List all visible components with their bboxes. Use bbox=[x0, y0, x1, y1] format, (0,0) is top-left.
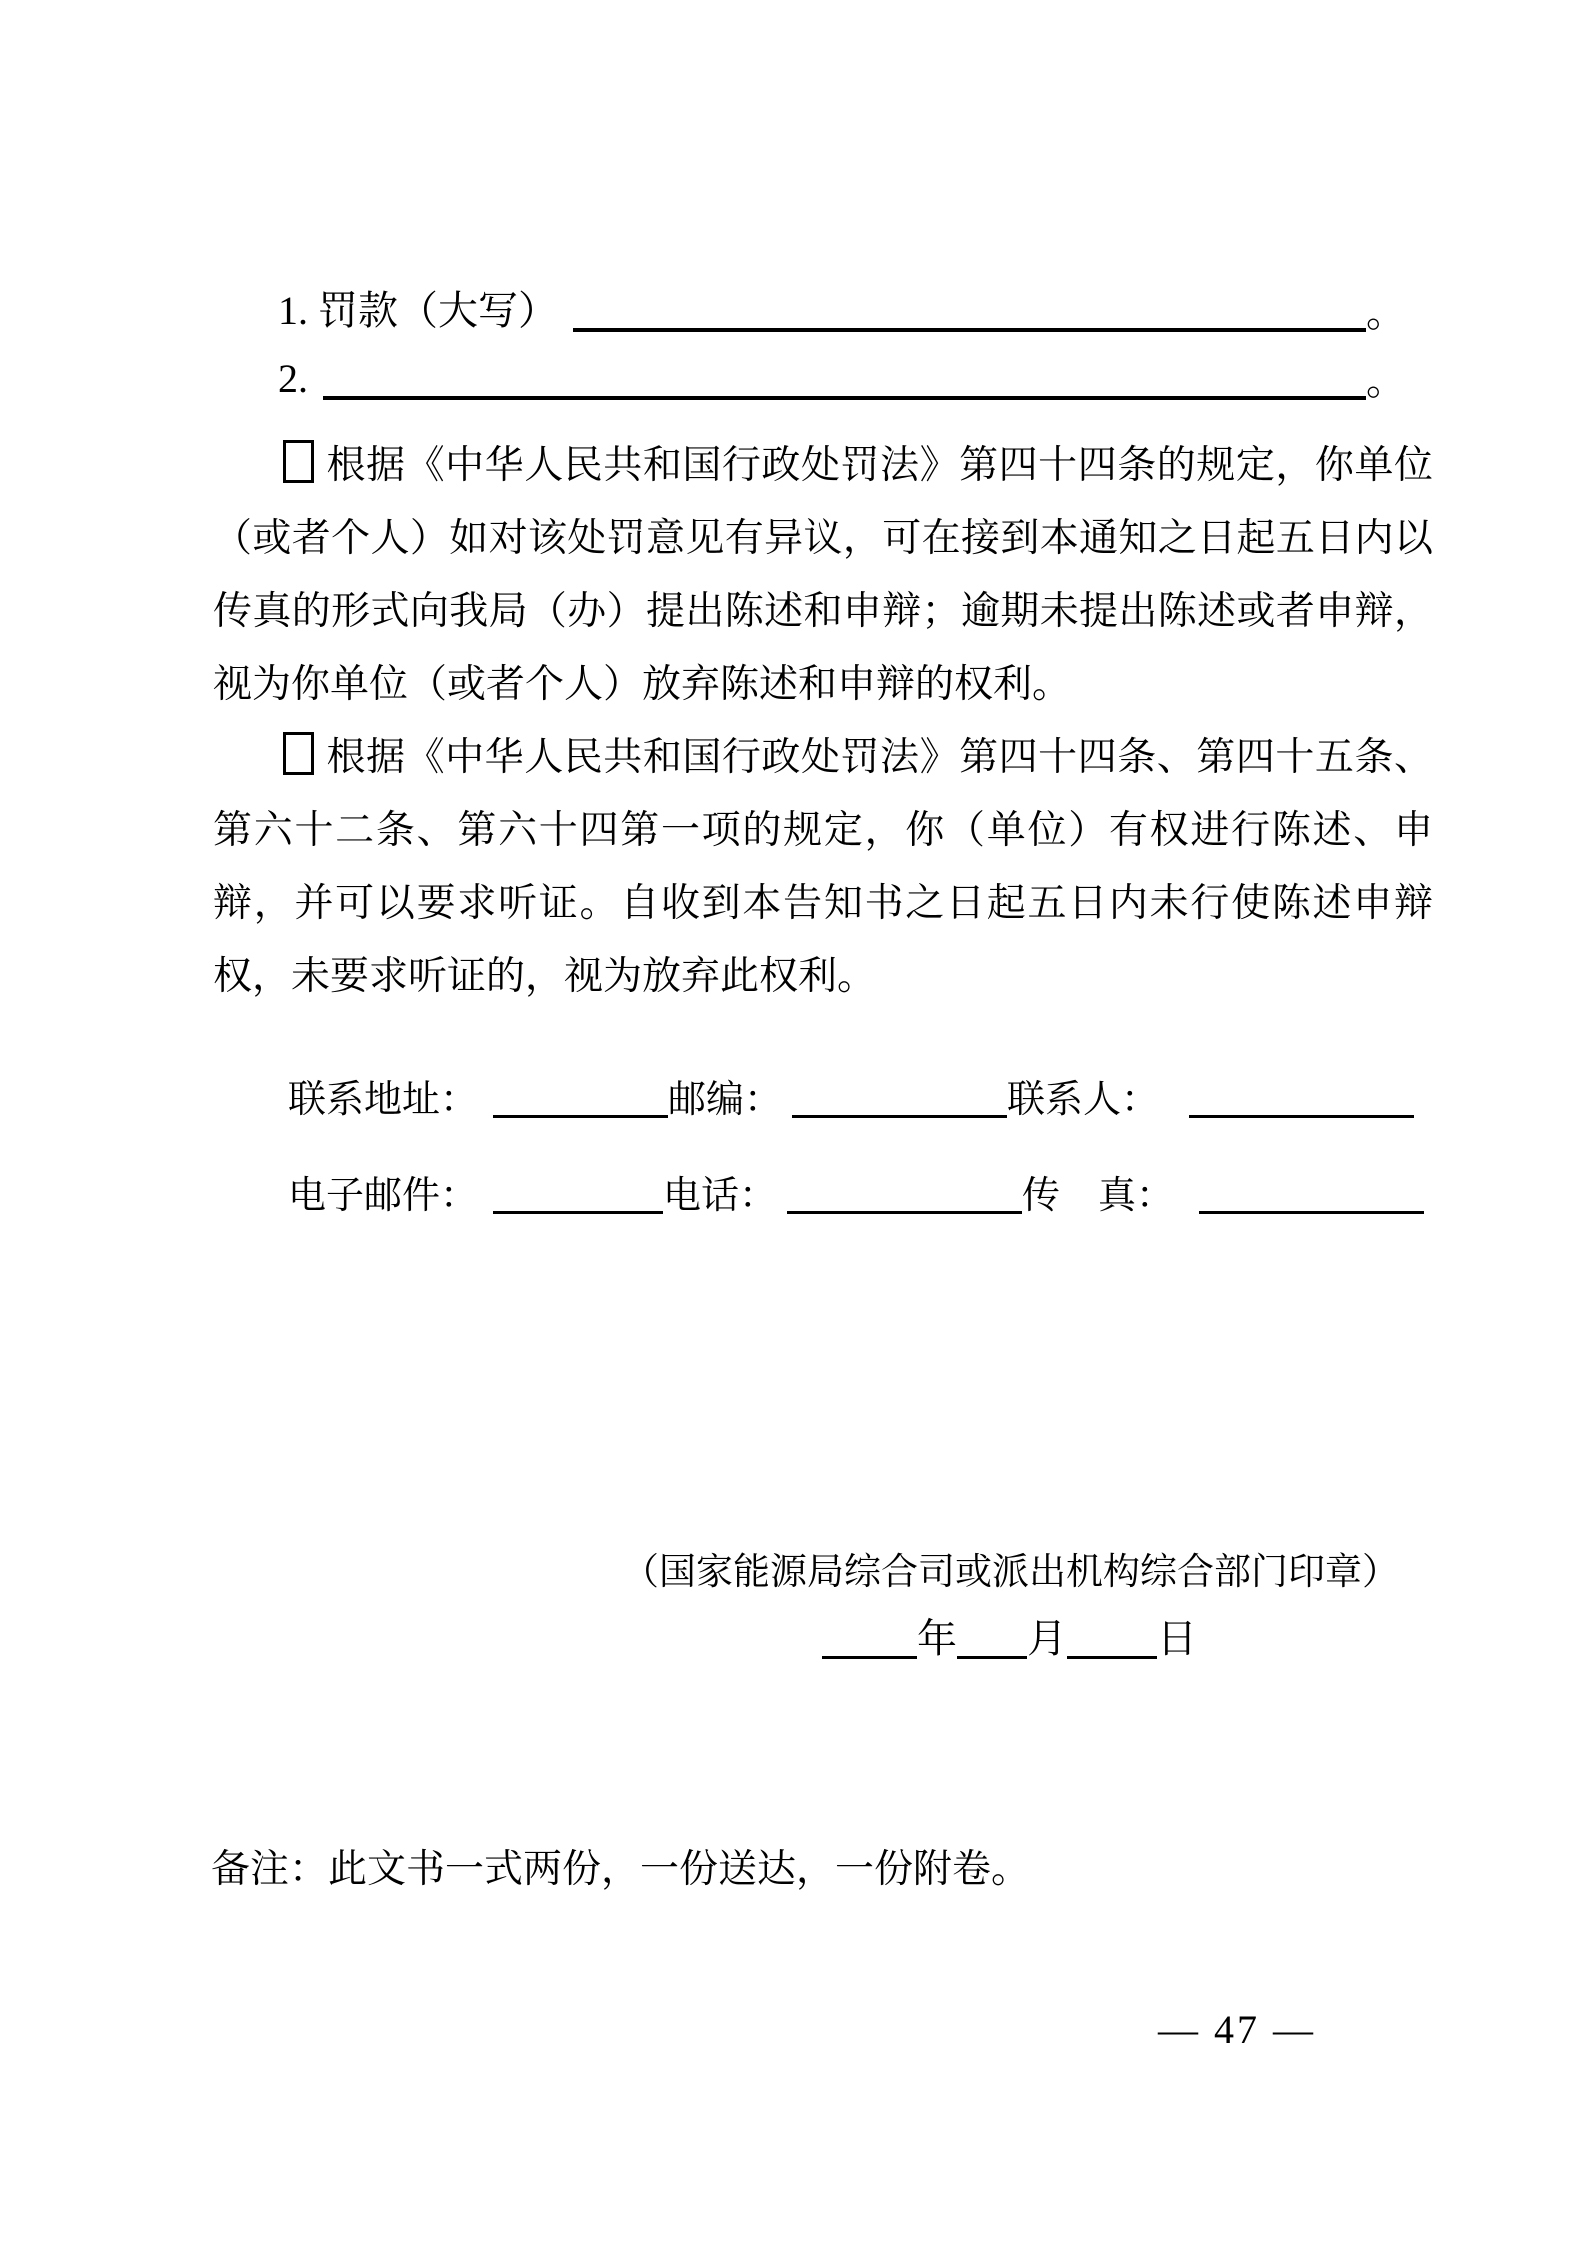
option-1-checkbox[interactable] bbox=[283, 440, 314, 483]
option-1-text: 根据《中华人民共和国行政处罚法》第四十四条的规定，你单位（或者个人）如对该处罚意见有异议，可在接到本通知之日起五日内以传真的形式向我局（办）提出陈述和申辩；逾期未提出陈述或者申辩，视为你单位（或者个人）放弃陈述和申辩的权利。 bbox=[213, 444, 1433, 706]
fine-amount-row bbox=[278, 286, 1406, 338]
contact-person-label: 联系人： bbox=[1007, 1079, 1160, 1121]
phone-label: 电话： bbox=[663, 1175, 778, 1217]
date-year-label: 年 bbox=[917, 1616, 957, 1661]
date-month-blank[interactable] bbox=[957, 1656, 1027, 1659]
fine-amount-period: 。 bbox=[1366, 290, 1406, 335]
item-2-label: 2. bbox=[278, 356, 308, 401]
fine-amount-label: 1. 罚款（大写） bbox=[278, 288, 558, 333]
email-blank[interactable] bbox=[493, 1211, 663, 1214]
page-number: — 47 — bbox=[1158, 2007, 1316, 2052]
postal-code-label: 邮编： bbox=[668, 1079, 783, 1121]
contact-person-blank[interactable] bbox=[1189, 1115, 1414, 1118]
contact-row-1 bbox=[288, 1068, 1414, 1124]
seal-caption: （国家能源局综合司或派出机构综合部门印章） bbox=[622, 1552, 1399, 1593]
date-month-label: 月 bbox=[1027, 1616, 1067, 1661]
option-2-text: 根据《中华人民共和国行政处罚法》第四十四条、第四十五条、第六十二条、第六十四第一项的规定，你（单位）有权进行陈述、申辩，并可以要求听证。自收到本告知书之日起五日内未行使陈述申辩权，未要求听证的，视为放弃此权利。 bbox=[213, 736, 1433, 998]
item-2-blank[interactable] bbox=[323, 354, 1366, 400]
fax-blank[interactable] bbox=[1199, 1211, 1424, 1214]
item-2-row bbox=[278, 354, 1406, 406]
email-label: 电子邮件： bbox=[288, 1175, 479, 1217]
fine-amount-blank[interactable] bbox=[573, 286, 1366, 332]
contact-address-label: 联系地址： bbox=[288, 1079, 479, 1121]
statement-option-paragraph-2 bbox=[213, 721, 1433, 1013]
item-2-period: 。 bbox=[1366, 358, 1406, 403]
date-year-blank[interactable] bbox=[822, 1656, 917, 1659]
postal-code-blank[interactable] bbox=[792, 1115, 1007, 1118]
phone-blank[interactable] bbox=[787, 1211, 1022, 1214]
contact-address-blank[interactable] bbox=[493, 1115, 668, 1118]
statement-option-paragraph-1 bbox=[213, 429, 1433, 721]
remark-note: 备注：此文书一式两份，一份送达，一份附卷。 bbox=[211, 1848, 1031, 1891]
contact-row-2 bbox=[288, 1164, 1424, 1220]
date-row bbox=[822, 1608, 1197, 1664]
option-2-checkbox[interactable] bbox=[283, 732, 314, 775]
fax-label: 传 真： bbox=[1022, 1175, 1175, 1217]
date-day-blank[interactable] bbox=[1067, 1656, 1157, 1659]
date-day-label: 日 bbox=[1157, 1616, 1197, 1661]
